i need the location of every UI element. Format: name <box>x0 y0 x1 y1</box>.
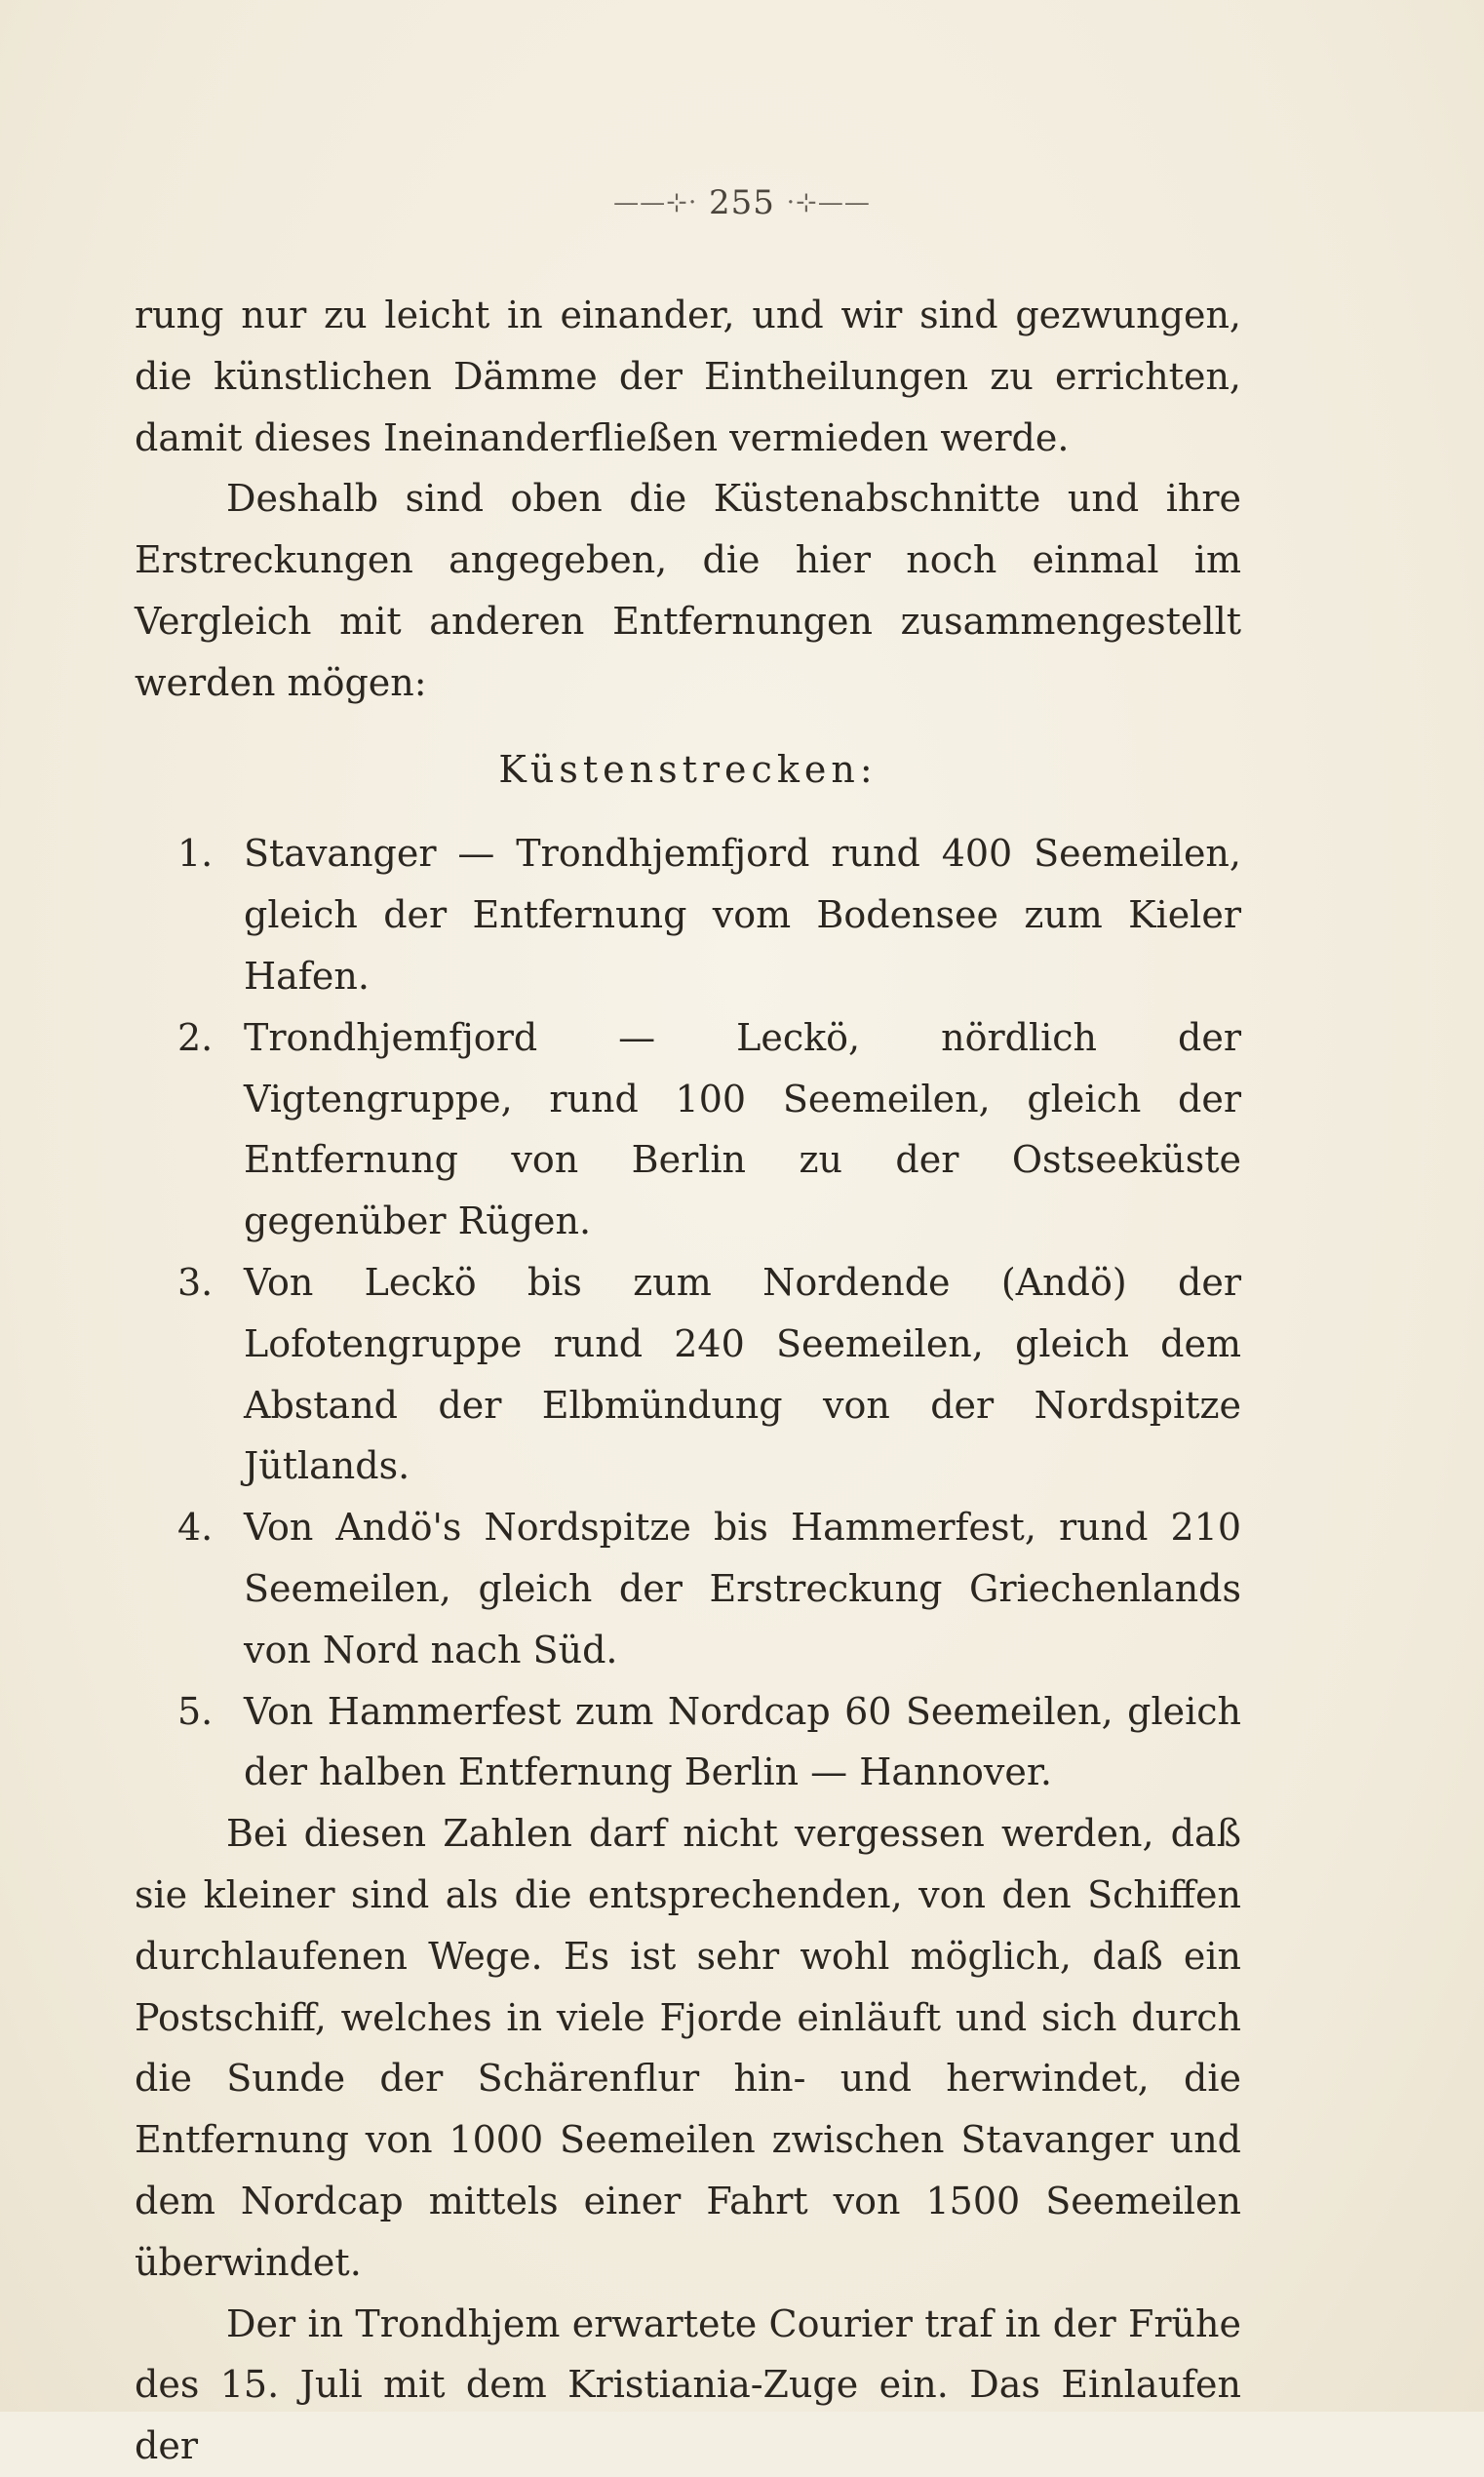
list-text: Von Leckö bis zum Nordende (Andö) der Lofotengruppe rund 240 Seemeilen, gleich dem Abstand der Elbmündung von der Nordspitze Jütlands. <box>244 1260 1241 1488</box>
list-text: Von Andö's Nordspitze bis Hammerfest, rund 210 Seemeilen, gleich der Erstreckung Griechenlands von Nord nach Süd. <box>244 1506 1241 1671</box>
list-item <box>135 1007 1241 1252</box>
list-number: 2. <box>177 1015 214 1059</box>
list-item <box>135 1497 1241 1680</box>
page-number: 255 <box>709 183 775 222</box>
list-item <box>135 823 1241 1006</box>
coast-sections-list <box>135 823 1241 1803</box>
list-text: Von Hammerfest zum Nordcap 60 Seemeilen, gleich der halben Entfernung Berlin — Hannover. <box>244 1689 1241 1794</box>
page-header <box>0 183 1484 222</box>
list-number: 4. <box>177 1506 214 1550</box>
paragraph-continuation: rung nur zu leicht in einander, und wir sind gezwungen, die künstlichen Dämme der Eintheilungen zu errichten, damit dieses Ineinanderfließen vermieden werde. <box>135 294 1241 459</box>
list-item <box>135 1252 1241 1497</box>
section-subheading: Küstenstrecken: <box>498 747 878 791</box>
list-text: Stavanger — Trondhjemfjord rund 400 Seemeilen, gleich der Entfernung vom Bodensee zum Kieler Hafen. <box>244 832 1241 998</box>
paragraph-distances: Bei diesen Zahlen darf nicht vergessen werden, daß sie kleiner sind als die entsprechenden, von den Schiffen durchlaufenen Wege. Es ist sehr wohl möglich, daß ein Postschiff, welches in viele Fjorde einläuft und sich durch die Sunde der Schärenflur hin- und herwindet, die Entfernung von 1000 Seemeilen zwischen Stavanger und dem Nordcap mittels einer Fahrt von 1500 Seemeilen überwindet. <box>135 1812 1241 2284</box>
right-ornament: ·⊹—— <box>786 188 871 217</box>
list-text: Trondhjemfjord — Leckö, nördlich der Vigtengruppe, rund 100 Seemeilen, gleich der Entfernung von Berlin zu der Ostseeküste gegenüber Rügen. <box>244 1015 1241 1243</box>
list-number: 3. <box>177 1260 214 1304</box>
page-body <box>135 285 1241 2477</box>
paragraph-courier: Der in Trondhjem erwartete Courier traf in der Frühe des 15. Juli mit dem Kristiania-Zuge ein. Das Einlaufen der <box>135 2301 1241 2468</box>
paragraph-intro: Deshalb sind oben die Küstenabschnitte und ihre Erstreckungen angegeben, die hier noch einmal im Vergleich mit anderen Entfernungen zusammengestellt werden mögen: <box>135 477 1241 704</box>
left-ornament: ——⊹· <box>613 188 698 217</box>
list-number: 1. <box>177 832 214 876</box>
list-item <box>135 1681 1241 1804</box>
list-number: 5. <box>177 1689 214 1733</box>
